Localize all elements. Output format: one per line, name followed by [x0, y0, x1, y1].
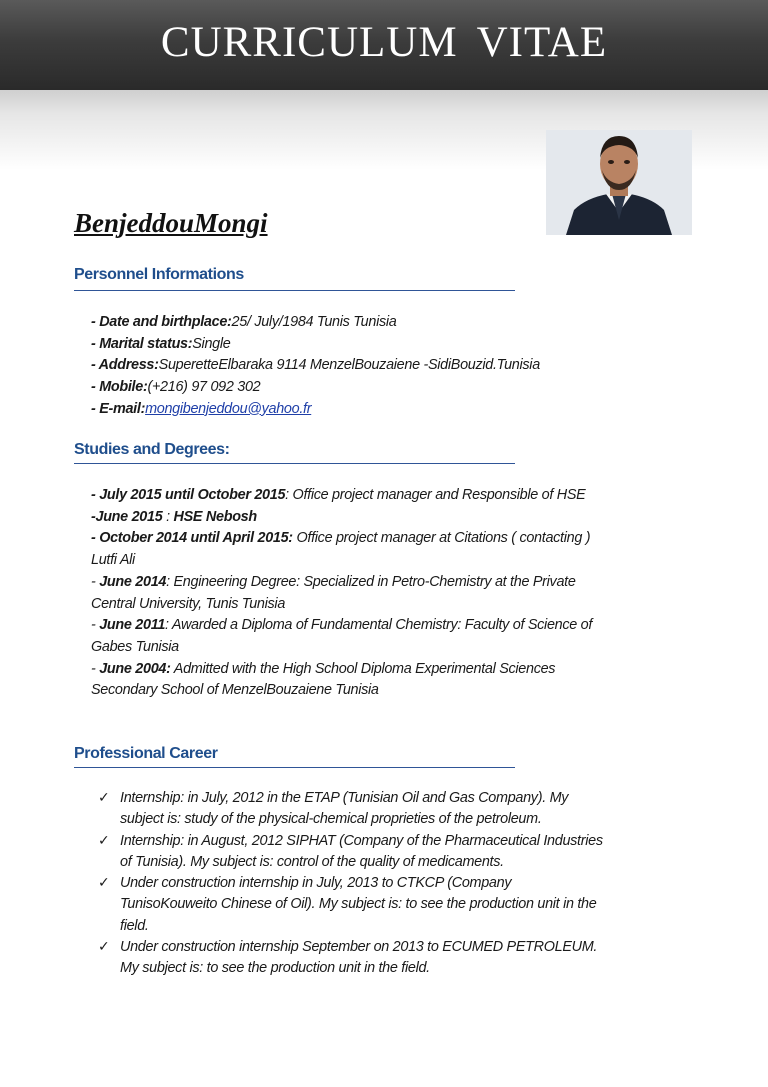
- study-entry-continued: Secondary School of MenzelBouzaiene Tunisia: [91, 682, 379, 699]
- career-item: ✓ Internship: in July, 2012 in the ETAP (Tunisian Oil and Gas Company). My subject is: study of the physical-chemical proprieties of the petroleum.: [98, 790, 569, 828]
- section-divider: [74, 463, 515, 464]
- checkmark-icon: ✓: [98, 832, 110, 849]
- person-name: BenjeddouMongi: [74, 208, 268, 238]
- marital-line: - Marital status:Single: [91, 335, 231, 352]
- career-item: ✓ Under construction internship September on 2013 to ECUMED PETROLEUM. My subject is: to see the production unit in the field.: [98, 939, 598, 977]
- email-link[interactable]: mongibenjeddou@yahoo.fr: [145, 400, 312, 417]
- mobile-line: - Mobile:(+216) 97 092 302: [91, 379, 261, 396]
- personal-info-heading: Personnel Informations: [74, 266, 244, 283]
- document-title: CURRICULUM VITAE: [160, 19, 608, 66]
- email-line: - E-mail:mongibenjeddou@yahoo.fr: [91, 400, 312, 417]
- career-item: ✓ Internship: in August, 2012 SIPHAT (Company of the Pharmaceutical Industries of Tunisia). My subject is: control of the quality of medicaments.: [98, 832, 603, 870]
- study-entry: - June 2004: Admitted with the High School Diploma Experimental Sciences: [91, 660, 556, 677]
- study-entry: - July 2015 until October 2015: Office project manager and Responsible of HSE: [91, 487, 586, 503]
- personal-info-list: [91, 312, 540, 421]
- career-item: ✓ Under construction internship in July, 2013 to CTKCP (Company TunisoKouweito Chinese of Oil). My subject is: to see the production unit in the field.: [98, 875, 597, 934]
- study-entry-continued: Central University, Tunis Tunisia: [91, 595, 286, 612]
- studies-list: [91, 485, 592, 702]
- career-list: [98, 788, 708, 980]
- section-divider: [74, 767, 515, 768]
- birth-line: - Date and birthplace:25/ July/1984 Tunis Tunisia: [91, 314, 397, 330]
- section-divider: [74, 290, 515, 291]
- checkmark-icon: ✓: [98, 790, 110, 806]
- address-line: - Address:SuperetteElbaraka 9114 MenzelBouzaiene -SidiBouzid.Tunisia: [91, 357, 540, 374]
- study-entry-continued: Gabes Tunisia: [91, 638, 179, 655]
- studies-heading: Studies and Degrees:: [74, 441, 230, 458]
- title-banner: [0, 0, 768, 90]
- study-entry: -June 2015 : HSE Nebosh: [91, 508, 257, 525]
- checkmark-icon: ✓: [98, 939, 110, 956]
- study-entry: - June 2014: Engineering Degree: Specialized in Petro-Chemistry at the Private: [91, 573, 576, 590]
- study-entry: - October 2014 until April 2015: Office project manager at Citations ( contacting ): [91, 530, 591, 547]
- study-entry-continued: Lutfi Ali: [91, 552, 135, 569]
- checkmark-icon: ✓: [98, 875, 110, 892]
- career-heading: Professional Career: [74, 745, 218, 762]
- person-portrait-icon: [546, 130, 692, 235]
- study-entry: - June 2011: Awarded a Diploma of Fundamental Chemistry: Faculty of Science of: [91, 617, 593, 634]
